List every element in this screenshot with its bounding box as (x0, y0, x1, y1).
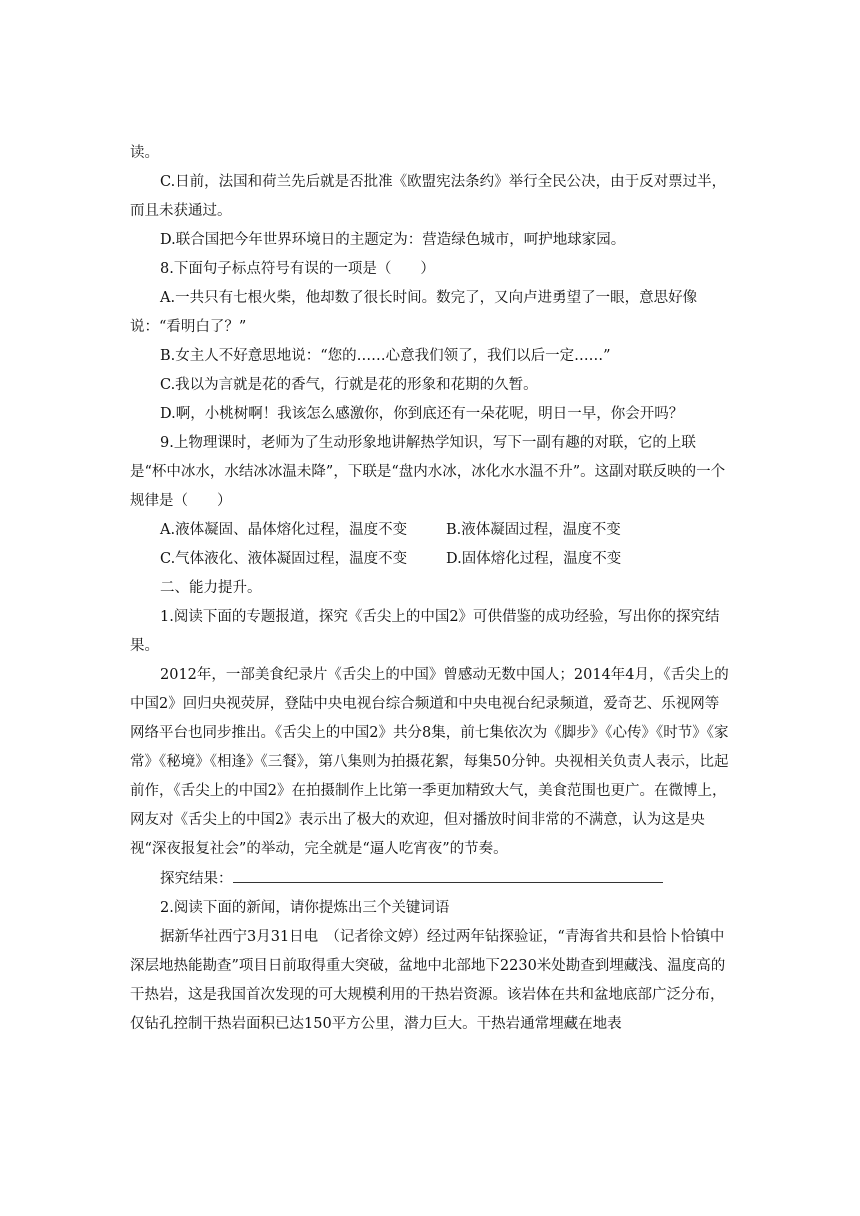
question-2-1: 1.阅读下面的专题报道，探究《舌尖上的中国2》可供借鉴的成功经验，写出你的探究结果。 (130, 609, 720, 654)
question-8: 8.下面句子标点符号有误的一项是（ ） (160, 261, 435, 277)
continued-text: 读。 (130, 145, 159, 161)
q8-option-c: C.我以为言就是花的香气，行就是花的形象和花期的久暂。 (160, 377, 538, 393)
q8-option-b: B.女主人不好意思地说：“您的……心意我们领了，我们以后一定……” (160, 348, 611, 364)
q8-option-a: A.一共只有七根火柴，他却数了很长时间。数完了，又向卢进勇望了一眼，意思好像说：“看明白了？” (130, 290, 698, 335)
passage-1: 2012年，一部美食纪录片《舌尖上的中国》曾感动无数中国人；2014年4月，《舌尖上的中国2》回归央视荧屏，登陆中央电视台综合频道和中央电视台纪录频道，爱奇艺、乐视网等网络平台也同步推出。《舌尖上的中国2》共分8集，前七集依次为《脚步》《心传》《时节》《家常》《秘境》《相逢》《三餐》，第八集则为拍摄花絮，每集50分钟。央视相关负责人表示，比起前作，《舌尖上的中国2》在拍摄制作上比第一季更加精致大气，美食范围也更广。在微博上，网友对《舌尖上的中国2》表示出了极大的欢迎，但对播放时间非常的不满意，认为这是央视“深夜报复社会”的举动，完全就是“逼人吃宵夜”的节奏。 (130, 667, 729, 857)
passage-2: 据新华社西宁3月31日电 （记者徐文婷）经过两年钻探验证，“青海省共和县恰卜恰镇中深层地热能勘查”项目日前取得重大突破，盆地中北部地下2230米处勘查到埋藏浅、温度高的干热岩，这是我国首次发现的可大规模利用的干热岩资源。该岩体在共和盆地底部广泛分布，仅钻孔控制干热岩面积已达150平方公里，潜力巨大。干热岩通常埋藏在地表 (130, 929, 726, 1032)
q9-option-a: A.液体凝固、晶体熔化过程，温度不变 (160, 522, 408, 538)
q9-option-d: D.固体熔化过程，温度不变 (446, 551, 622, 567)
question-2-2: 2.阅读下面的新闻，请你提炼出三个关键词语 (160, 900, 450, 916)
q8-option-d: D.啊，小桃树啊！我该怎么感激你，你到底还有一朵花呢，明日一早，你会开吗？ (160, 406, 684, 422)
answer-blank[interactable] (233, 864, 663, 883)
q9-option-b: B.液体凝固过程，温度不变 (446, 522, 621, 538)
q9-options-row-2 (130, 545, 730, 574)
section-heading-2: 二、能力提升。 (160, 580, 262, 596)
document-body (130, 139, 730, 1039)
q7-option-c: C.日前，法国和荷兰先后就是否批准《欧盟宪法条约》举行全民公决，由于反对票过半，而且未获通过。 (130, 174, 727, 219)
q7-option-d: D.联合国把今年世界环境日的主题定为：营造绿色城市，呵护地球家园。 (160, 232, 626, 248)
answer-label: 探究结果： (160, 871, 233, 887)
q9-options-row-1 (130, 516, 730, 545)
answer-line (130, 864, 730, 894)
q9-option-c: C.气体液化、液体凝固过程，温度不变 (160, 551, 408, 567)
question-9: 9.上物理课时，老师为了生动形象地讲解热学知识，写下一副有趣的对联，它的上联是“杯中冰水，水结冰冰温未降”，下联是“盘内水冰，冰化水水温不升”。这副对联反映的一个规律是（ ） (130, 435, 726, 509)
